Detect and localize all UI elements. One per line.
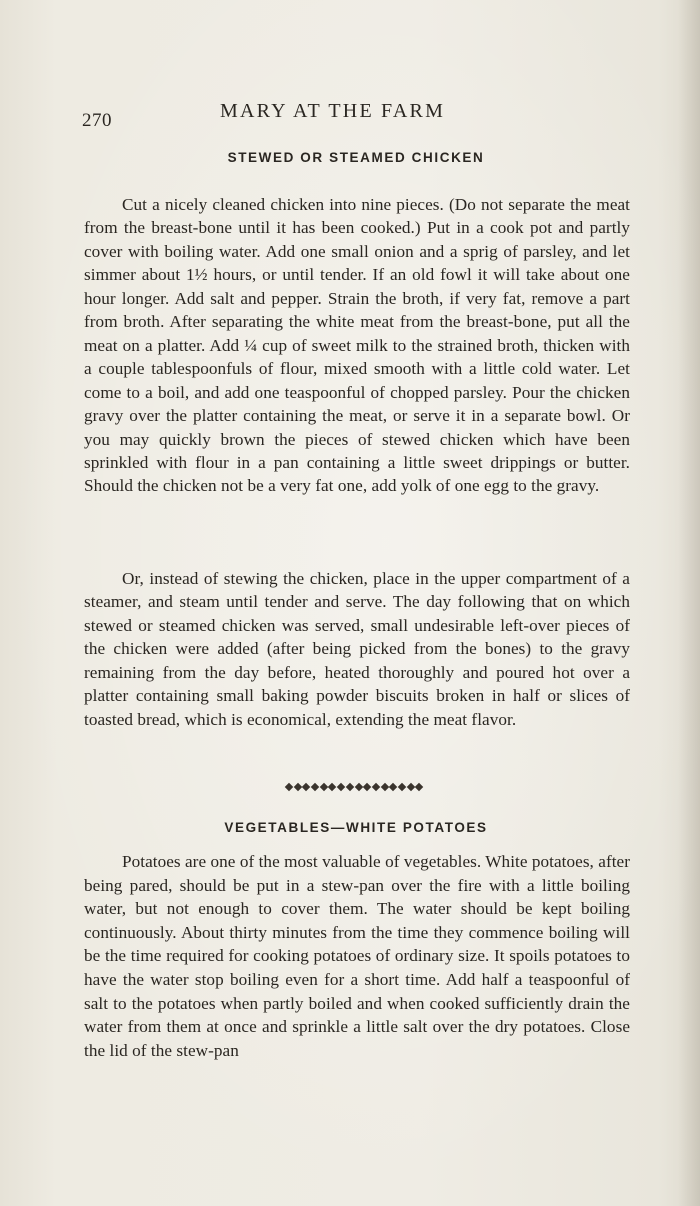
diamond-chain-ornament-icon — [286, 778, 428, 792]
diamond-icon — [293, 783, 301, 791]
diamond-icon — [337, 783, 345, 791]
diamond-icon — [311, 783, 319, 791]
diamond-icon — [389, 783, 397, 791]
diamond-icon — [415, 783, 423, 791]
paragraph: Potatoes are one of the most valuable of vegetables. White potatoes, after being pared, should be put in a stew-pan over the fire with a little boiling water, but not enough to cover them. The water should be kept boiling continuously. About thirty minutes from the time they commence boiling will be the time required for cooking potatoes of ordinary size. It spoils potatoes to have the water stop boiling even for a short time. Add half a teaspoonful of salt to the potatoes when partly boiled and when cooked sufficiently drain the water from them at once and sprinkle a little salt over the dry potatoes. Close the lid of the stew-pan — [84, 852, 630, 1060]
section-title-white-potatoes: VEGETABLES—WHITE POTATOES — [224, 820, 488, 835]
diamond-icon — [363, 783, 371, 791]
diamond-icon — [372, 783, 380, 791]
section-title-stewed-chicken: STEWED OR STEAMED CHICKEN — [227, 150, 485, 165]
diamond-icon — [398, 783, 406, 791]
diamond-icon — [285, 783, 293, 791]
running-head: MARY AT THE FARM — [220, 100, 446, 122]
diamond-icon — [320, 783, 328, 791]
page-header — [82, 98, 642, 134]
paragraph: Or, instead of stewing the chicken, place in the upper compartment of a steamer, and steam until tender and serve. The day following that on which stewed or steamed chicken was served, small undesirable left-over pieces of the chicken were added (after being picked from the bones) to the gravy remaining from the day before, heated thoroughly and poured hot over a platter containing small baking powder biscuits broken in half or slices of toasted bread, which is economical, extending the meat flavor. — [84, 569, 630, 729]
diamond-icon — [328, 783, 336, 791]
page-edge-shadow — [678, 0, 700, 1206]
diamond-icon — [302, 783, 310, 791]
diamond-icon — [346, 783, 354, 791]
page-number: 270 — [82, 110, 112, 131]
diamond-icon — [354, 783, 362, 791]
diamond-icon — [380, 783, 388, 791]
paragraph: Cut a nicely cleaned chicken into nine pieces. (Do not separate the meat from the breast-bone until it has been cooked.) Put in a cook pot and partly cover with boiling water. Add one small onion and a sprig of parsley, and let simmer about 1½ hours, or until tender. If an old fowl it will take about one hour longer. Add salt and pepper. Strain the broth, if very fat, remove a part from broth. After separating the white meat from the breast-bone, put all the meat on a platter. Add ¼ cup of sweet milk to the strained broth, thicken with a couple tablespoonfuls of flour, mixed smooth with a little cold water. Let come to a boil, and add one teaspoonful of chopped parsley. Pour the chicken gravy over the platter containing the meat, or serve it in a separate bowl. Or you may quickly brown the pieces of stewed chicken which have been sprinkled with flour in a pan containing a little sweet drippings or butter. Should the chicken not be a very fat one, add yolk of one egg to the gravy. — [84, 195, 630, 496]
diamond-icon — [406, 783, 414, 791]
